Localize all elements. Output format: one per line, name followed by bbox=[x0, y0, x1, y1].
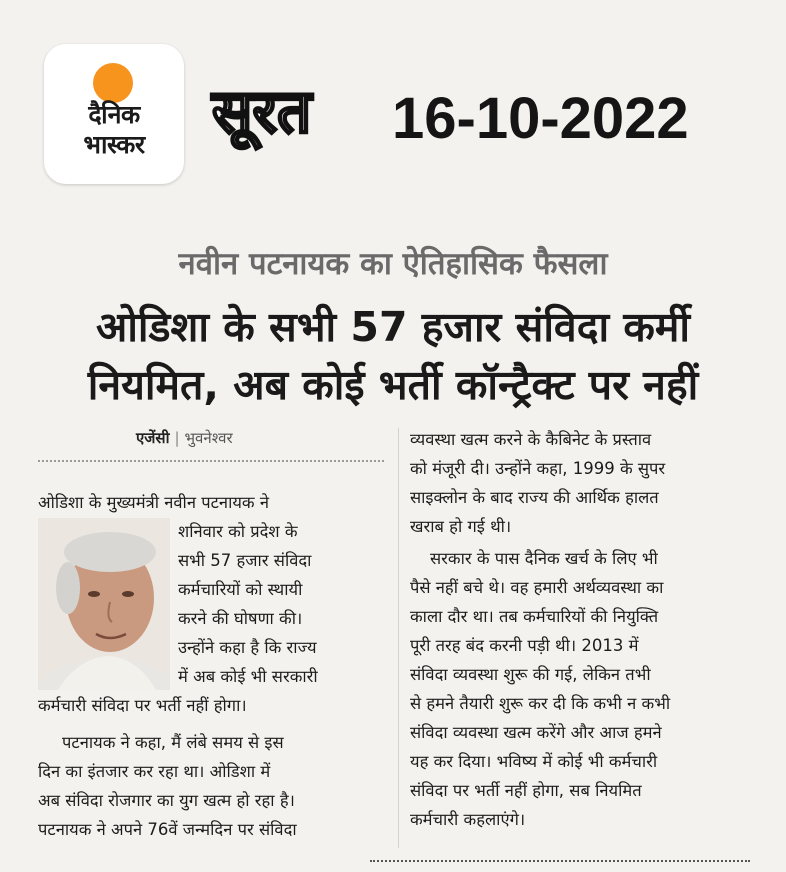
col2-line-9: संविदा व्यवस्था शुरू की गई, लेकिन तभी bbox=[410, 665, 651, 684]
col1-line-12: पटनायक ने अपने 76वें जन्मदिन पर संविदा bbox=[38, 820, 297, 839]
column-divider bbox=[398, 428, 399, 848]
logo-wordmark bbox=[44, 100, 184, 160]
col1-line-6: उन्होंने कहा है कि राज्य bbox=[178, 638, 317, 657]
chief-minister-photo bbox=[38, 518, 170, 690]
col2-line-10: से हमने तैयारी शुरू कर दी कि कभी न कभी bbox=[410, 694, 671, 713]
col2-line-11: संविदा व्यवस्था खत्म करेंगे और आज हमने bbox=[410, 723, 662, 742]
col2-line-12: यह कर दिया। भविष्य में कोई भी कर्मचारी bbox=[410, 752, 658, 771]
col2-line-1: व्यवस्था खत्म करने के कैबिनेट के प्रस्ताव bbox=[410, 430, 652, 449]
portrait-illustration bbox=[38, 518, 170, 690]
col1-line-2: शनिवार को प्रदेश के bbox=[178, 522, 298, 541]
col2-line-14: कर्मचारी कहलाएंगे। bbox=[410, 810, 526, 829]
col1-line-10: दिन का इंतजार कर रहा था। ओडिशा में bbox=[38, 762, 271, 781]
kicker-headline: नवीन पटनायक का ऐतिहासिक फैसला bbox=[178, 246, 608, 282]
col1-line-4: कर्मचारियों को स्थायी bbox=[178, 580, 303, 599]
sun-logo-icon bbox=[93, 63, 133, 103]
col2-line-4: खराब हो गई थी। bbox=[410, 517, 512, 536]
dainik-bhaskar-logo bbox=[44, 44, 184, 184]
byline-city: भुवनेश्वर bbox=[184, 429, 233, 447]
byline bbox=[136, 428, 233, 448]
byline-divider bbox=[38, 460, 384, 462]
col2-line-6: पैसे नहीं बचे थे। वह हमारी अर्थव्यवस्था का bbox=[410, 578, 664, 597]
logo-line-2: भास्कर bbox=[83, 130, 145, 159]
col1-line-3: सभी 57 हजार संविदा bbox=[178, 551, 312, 570]
col2-line-7: काला दौर था। तब कर्मचारियों की नियुक्ति bbox=[410, 607, 659, 626]
col2-line-8: पूरी तरह बंद करनी पड़ी थी। 2013 में bbox=[410, 636, 639, 655]
col1-line-8: कर्मचारी संविदा पर भर्ती नहीं होगा। bbox=[38, 696, 247, 715]
byline-separator: | bbox=[174, 429, 180, 447]
col2-line-5: सरकार के पास दैनिक खर्च के लिए भी bbox=[430, 549, 658, 568]
edition-city: सूरत bbox=[212, 77, 312, 147]
main-headline-line-1: ओडिशा के सभी 57 हजार संविदा कर्मी bbox=[95, 303, 691, 351]
col1-line-9: पटनायक ने कहा, मैं लंबे समय से इस bbox=[62, 733, 284, 752]
byline-agency: एजेंसी bbox=[136, 429, 170, 447]
edition-date: 16-10-2022 bbox=[392, 86, 689, 151]
col2-line-13: संविदा पर भर्ती नहीं होगा, सब नियमित bbox=[410, 781, 642, 800]
col1-line-5: करने की घोषणा की। bbox=[178, 609, 303, 628]
col1-line-11: अब संविदा रोजगार का युग खत्म हो रहा है। bbox=[38, 791, 295, 810]
col1-line-7: में अब कोई भी सरकारी bbox=[178, 667, 318, 686]
main-headline-line-2: नियमित, अब कोई भर्ती कॉन्ट्रैक्ट पर नहीं bbox=[87, 361, 699, 409]
logo-line-1: दैनिक bbox=[88, 100, 140, 129]
col1-line-1: ओडिशा के मुख्यमंत्री नवीन पटनायक ने bbox=[38, 493, 269, 512]
footer-divider bbox=[370, 860, 750, 862]
col2-line-3: साइक्लोन के बाद राज्य की आर्थिक हालत bbox=[410, 488, 659, 507]
col2-line-2: को मंजूरी दी। उन्होंने कहा, 1999 के सुपर bbox=[410, 459, 666, 478]
